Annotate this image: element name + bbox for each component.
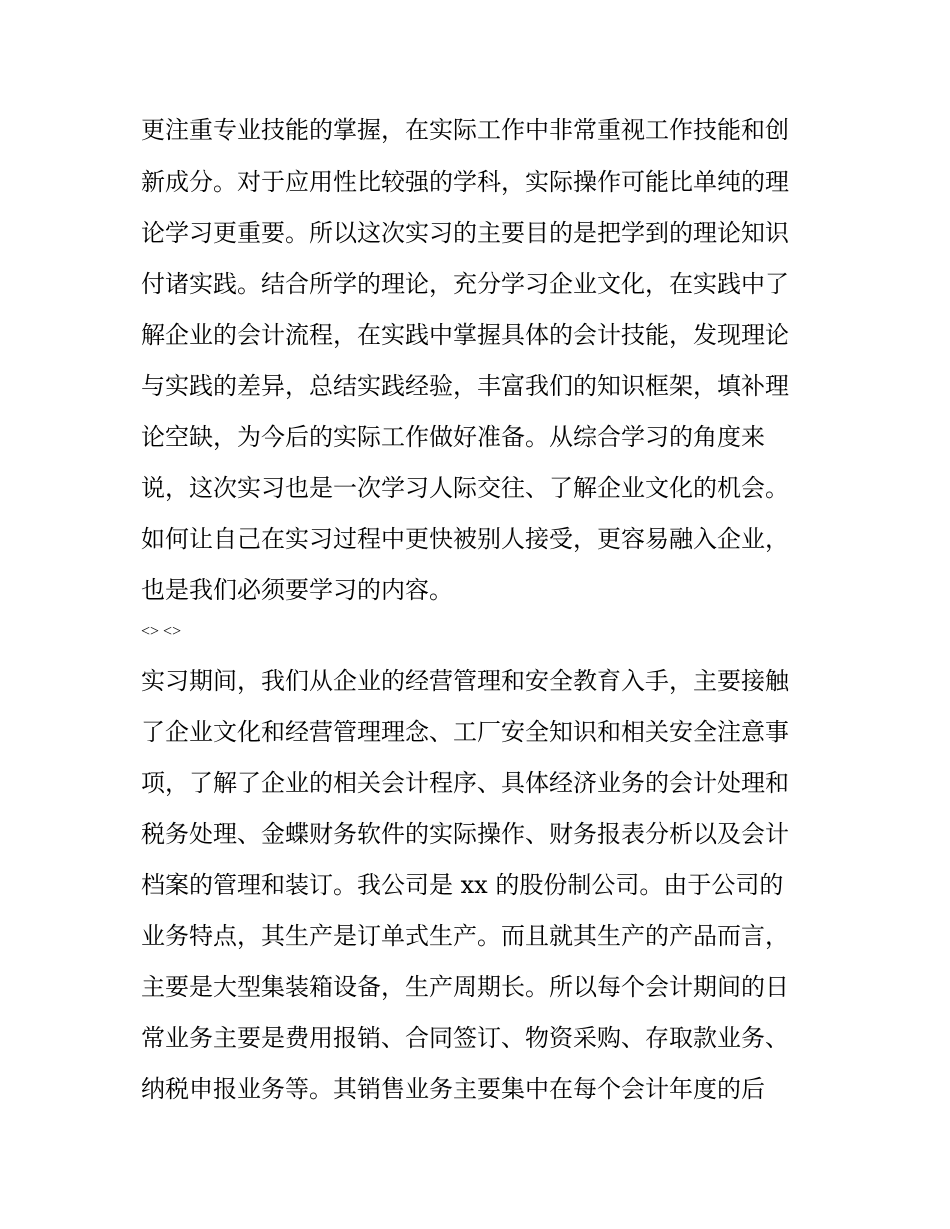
paragraph-line: 论学习更重要。所以这次实习的主要目的是把学到的理论知识 [141, 219, 789, 247]
paragraph-line: 说，这次实习也是一次学习人际交往、了解企业文化的机会。 [141, 474, 789, 502]
paragraph-line: 主要是大型集装箱设备，生产周期长。所以每个会计期间的日 [141, 973, 789, 1001]
paragraph-line: 解企业的会计流程，在实践中掌握具体的会计技能，发现理论 [141, 321, 789, 349]
paragraph-line: 税务处理、金蝶财务软件的实际操作、财务报表分析以及会计 [141, 820, 789, 848]
paragraph-line: 档案的管理和装订。我公司是 xx 的股份制公司。由于公司的 [141, 871, 784, 899]
paragraph-line: 纳税申报业务等。其销售业务主要集中在每个会计年度的后 [141, 1075, 765, 1103]
section-separator: <> <> [141, 623, 182, 640]
paragraph-line: 业务特点，其生产是订单式生产。而且就其生产的产品而言， [141, 922, 789, 950]
paragraph-line: 实习期间，我们从企业的经营管理和安全教育入手，主要接触 [141, 667, 789, 695]
paragraph-line: 了企业文化和经营管理理念、工厂安全知识和相关安全注意事 [141, 718, 789, 746]
paragraph-line: 也是我们必须要学习的内容。 [141, 576, 453, 604]
paragraph-line: 论空缺，为今后的实际工作做好准备。从综合学习的角度来 [141, 423, 765, 451]
paragraph-line: 常业务主要是费用报销、合同签订、物资采购、存取款业务、 [141, 1024, 789, 1052]
paragraph-line: 项，了解了企业的相关会计程序、具体经济业务的会计处理和 [141, 769, 789, 797]
paragraph-line: 与实践的差异，总结实践经验，丰富我们的知识框架，填补理 [141, 372, 789, 400]
paragraph-line: 付诸实践。结合所学的理论，充分学习企业文化，在实践中了 [141, 270, 789, 298]
paragraph-line: 更注重专业技能的掌握，在实际工作中非常重视工作技能和创 [141, 116, 789, 144]
paragraph-line: 如何让自己在实习过程中更快被别人接受，更容易融入企业， [141, 525, 789, 553]
paragraph-line: 新成分。对于应用性比较强的学科，实际操作可能比单纯的理 [141, 168, 789, 196]
